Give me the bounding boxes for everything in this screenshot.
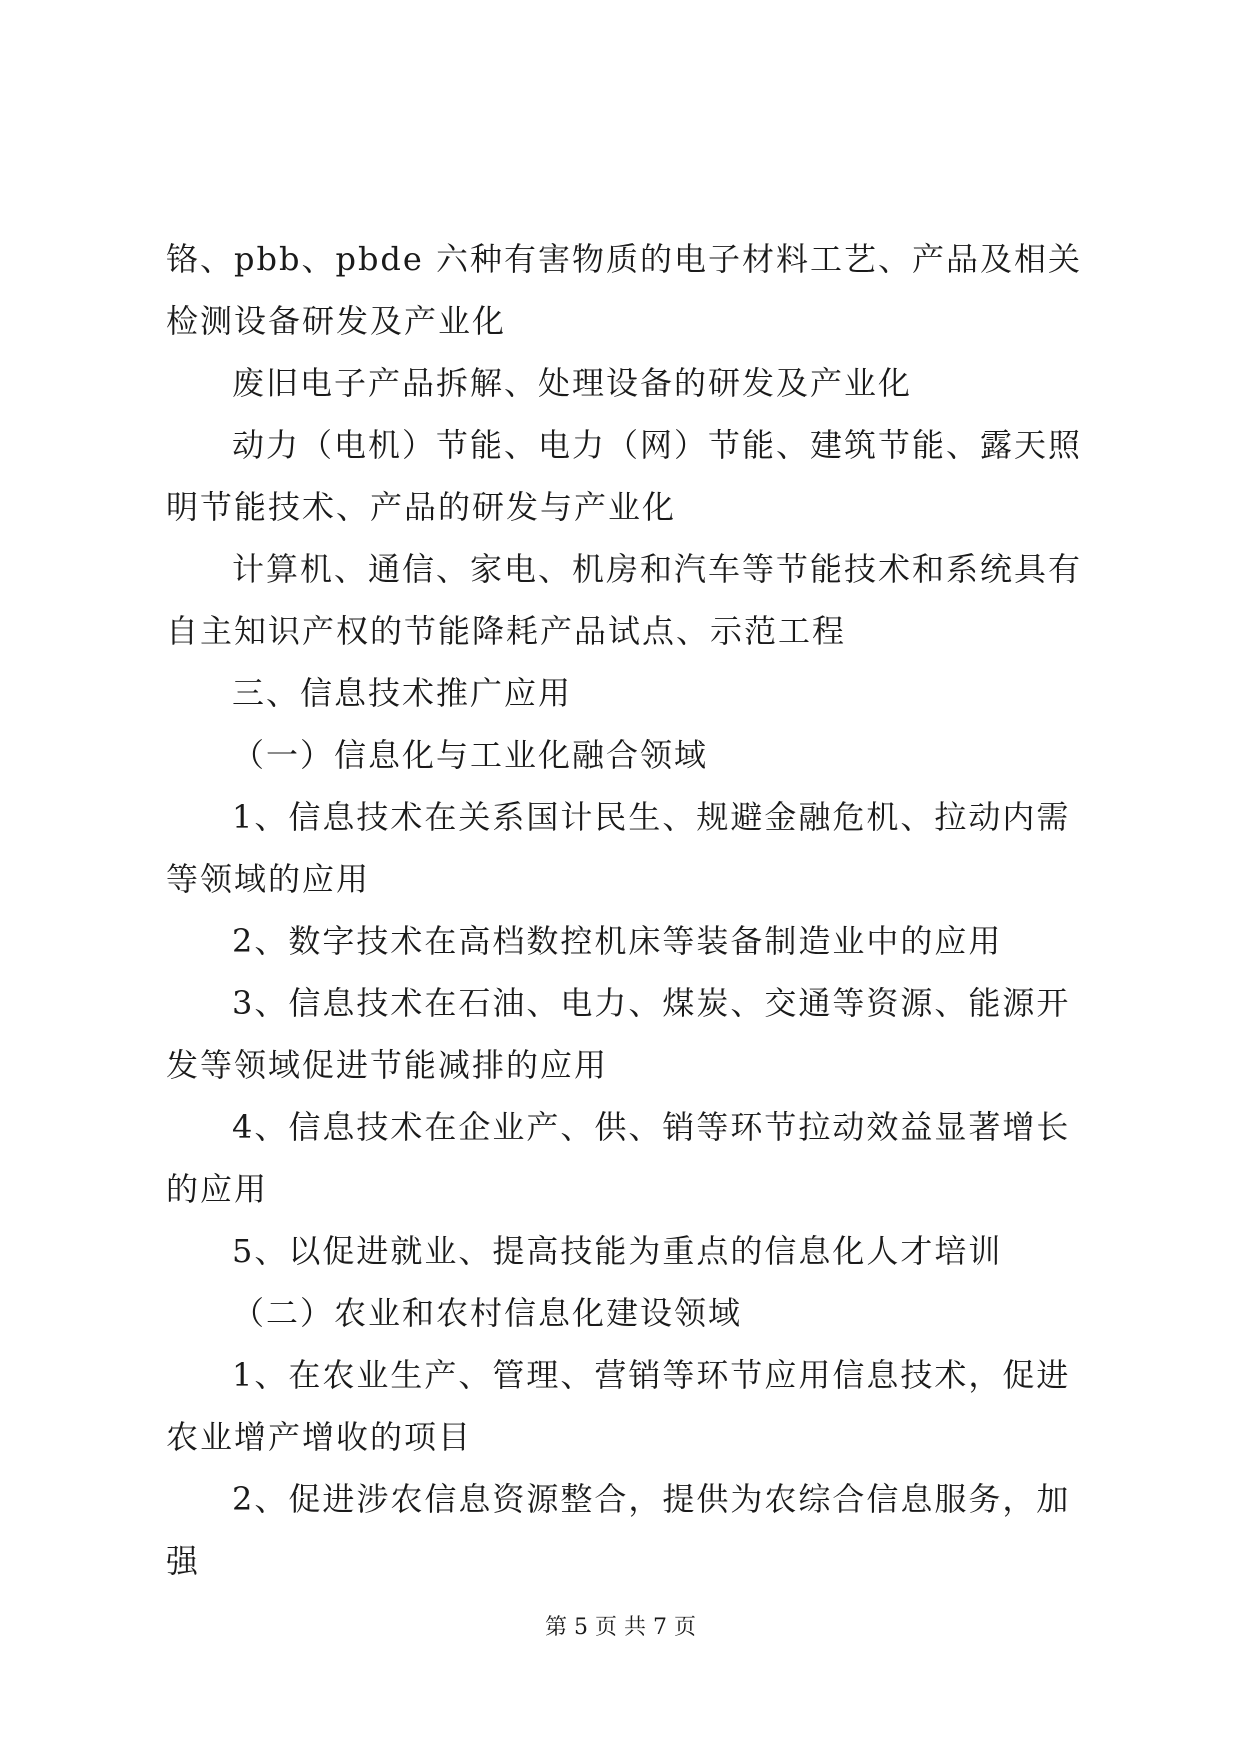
page-footer	[0, 1614, 1241, 1642]
list-item: 4、信息技术在企业产、供、销等环节拉动效益显著增长的应用	[166, 1108, 1071, 1208]
list-item: 1、在农业生产、管理、营销等环节应用信息技术，促进农业增产增收的项目	[166, 1356, 1071, 1456]
list-item: 1、信息技术在关系国计民生、规避金融危机、拉动内需等领域的应用	[166, 798, 1071, 898]
paragraph: 动力（电机）节能、电力（网）节能、建筑节能、露天照明节能技术、产品的研发与产业化	[166, 426, 1083, 526]
list-item: 2、数字技术在高档数控机床等装备制造业中的应用	[232, 922, 1003, 960]
subsection-heading: （一）信息化与工业化融合领域	[232, 736, 709, 774]
list-item: 3、信息技术在石油、电力、煤炭、交通等资源、能源开发等领域促进节能减排的应用	[166, 984, 1071, 1084]
paragraph: 计算机、通信、家电、机房和汽车等节能技术和系统具有自主知识产权的节能降耗产品试点、示范工程	[166, 550, 1083, 650]
page-number-label: 第 5 页 共 7 页	[545, 1615, 696, 1640]
paragraph: 铬、pbb、pbde 六种有害物质的电子材料工艺、产品及相关检测设备研发及产业化	[166, 240, 1083, 340]
list-item: 5、以促进就业、提高技能为重点的信息化人才培训	[232, 1232, 1003, 1270]
subsection-heading: （二）农业和农村信息化建设领域	[232, 1294, 743, 1332]
section-heading: 三、信息技术推广应用	[232, 674, 573, 712]
paragraph: 废旧电子产品拆解、处理设备的研发及产业化	[232, 364, 913, 402]
document-body	[166, 228, 1086, 1592]
list-item: 2、促进涉农信息资源整合，提供为农综合信息服务，加强	[166, 1480, 1071, 1580]
